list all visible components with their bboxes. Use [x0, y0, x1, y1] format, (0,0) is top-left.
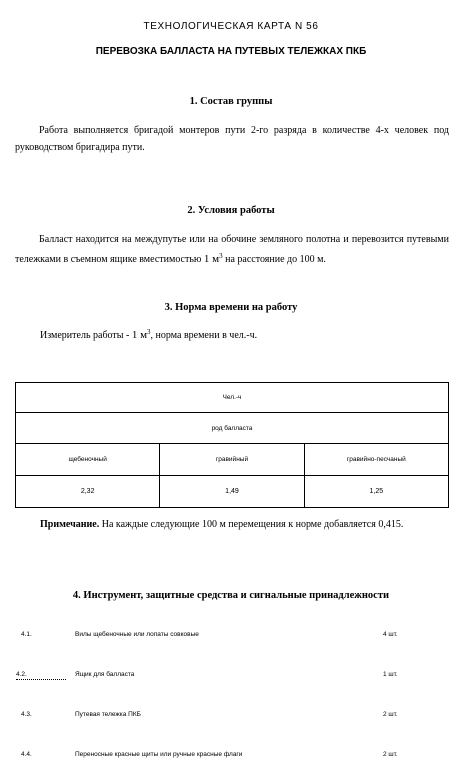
table-kind-header: род балласта [16, 413, 449, 444]
section-2-text [15, 231, 449, 268]
table-unit-cell: Чел.-ч [16, 383, 449, 413]
section-2-text-before: Балласт находится на междупутье или на обочине земляного полотна и перевозится путевыми тележками в съемном ящике вместимостью [15, 234, 449, 265]
section-4-heading: 4. Инструмент, защитные средства и сигнальные принадлежности [72, 590, 390, 601]
section-2-volume-exponent: 3 [219, 252, 223, 260]
list-item-number: 4.1. [21, 631, 32, 638]
table-value-cell: 2,32 [16, 476, 160, 508]
work-meter-suffix: , норма времени в чел.-ч. [150, 330, 258, 341]
list-item-number: 4.4. [21, 751, 32, 758]
note-text: На каждые следующие 100 м перемещения к норме добавляется 0,415. [99, 519, 404, 530]
list-item-quantity: 2 шт. [383, 711, 398, 718]
list-item [0, 671, 462, 683]
work-meter-line [40, 328, 257, 341]
note-label: Примечание. [40, 519, 100, 530]
section-2-text-after: на расстояние до 100 м. [222, 254, 326, 265]
table-note [40, 519, 403, 530]
list-item-name: Путевая тележка ПКБ [75, 711, 141, 718]
work-meter-value: 1 м [131, 329, 148, 341]
list-item-number: 4.3. [21, 711, 32, 718]
list-item-quantity: 2 шт. [383, 751, 398, 758]
column-header: гравийно-песчаный [304, 444, 448, 476]
list-item-quantity: 4 шт. [383, 631, 398, 638]
column-header: гравийный [160, 444, 304, 476]
list-item-name: Ящик для балласта [75, 671, 135, 678]
column-header: щебеночный [16, 444, 160, 476]
card-title: ТЕХНОЛОГИЧЕСКАЯ КАРТА N 56 [143, 21, 319, 32]
list-item-name: Вилы щебеночные или лопаты совковые [75, 631, 199, 638]
section-2-volume: 1 м [203, 253, 220, 265]
work-meter-label: Измеритель работы - [40, 330, 132, 341]
time-norm-table [15, 382, 449, 508]
list-item-quantity: 1 шт. [383, 671, 398, 678]
table-value-cell: 1,25 [304, 476, 448, 508]
document-subject: ПЕРЕВОЗКА БАЛЛАСТА НА ПУТЕВЫХ ТЕЛЕЖКАХ ПКБ [95, 46, 367, 57]
section-3-heading: 3. Норма времени на работу [164, 302, 298, 313]
list-item [0, 751, 462, 763]
table-value-cell: 1,49 [160, 476, 304, 508]
section-2-heading: 2. Условия работы [187, 205, 275, 216]
list-item [0, 631, 462, 643]
list-item-number: 4.2. [16, 671, 66, 680]
section-1-text: Работа выполняется бригадой монтеров пути 2-го разряда в количестве 4-х человек под руководством бригадира пути. [15, 125, 449, 153]
list-item [0, 711, 462, 723]
section-1-heading: 1. Состав группы [189, 96, 273, 107]
work-meter-exponent: 3 [147, 328, 151, 336]
list-item-name: Переносные красные щиты или ручные красные флаги [75, 751, 243, 758]
